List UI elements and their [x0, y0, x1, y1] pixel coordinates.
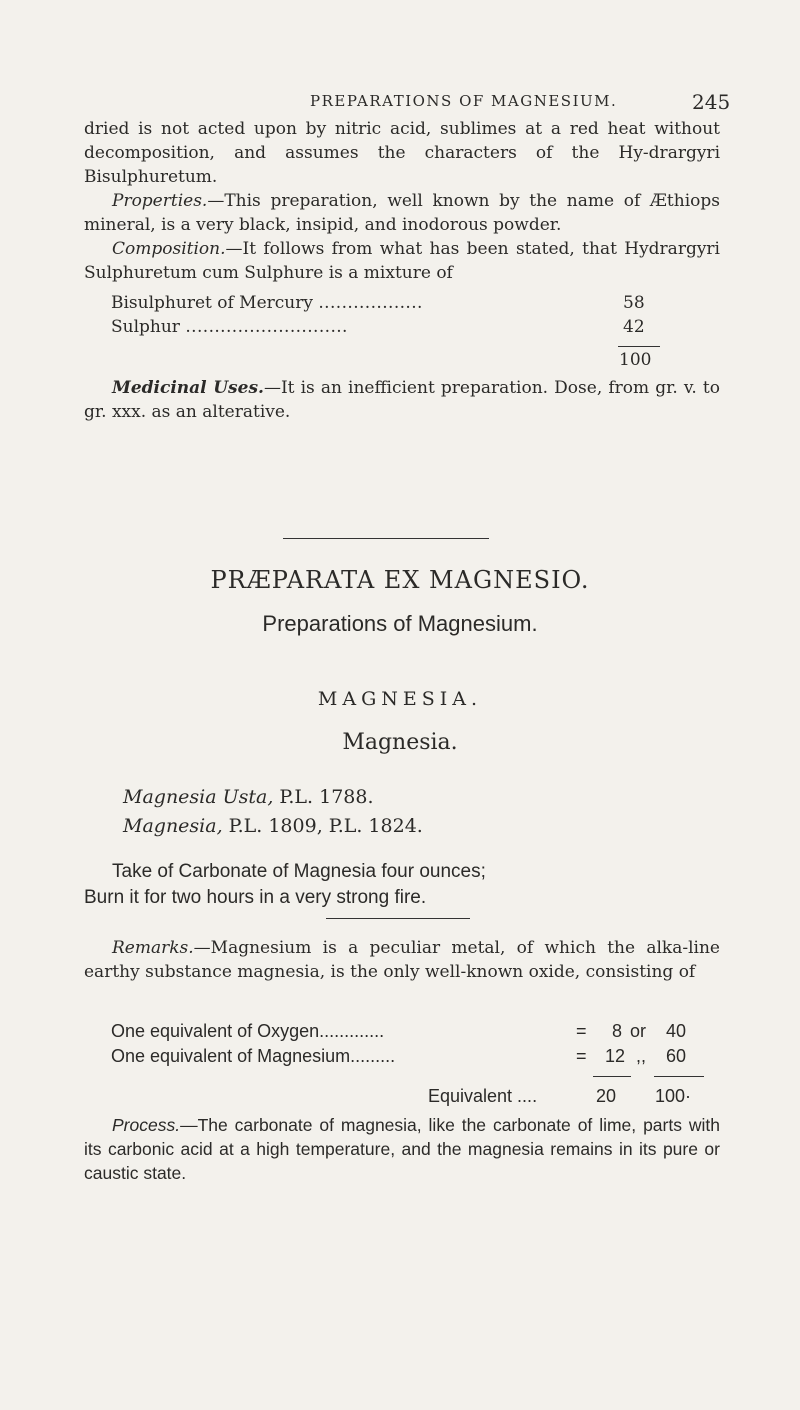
- equivalent-row: One equivalent of Magnesium.........: [111, 1046, 396, 1066]
- composition-text: —It follows from what has been stated, that Hydrargyri Sulphuretum cum Sulphure is a mixture of: [84, 239, 720, 283]
- sum-rule: [593, 1076, 631, 1077]
- composition-total: 100: [619, 350, 652, 370]
- synonym-ref: P.L. 1788.: [273, 786, 374, 808]
- recipe-line: Take of Carbonate of Magnesia four ounces;: [112, 861, 486, 882]
- remarks-label: Remarks.: [112, 938, 194, 958]
- article-title-english: Magnesia.: [342, 730, 458, 755]
- process-label: Process.: [112, 1115, 181, 1135]
- section-title-latin: PRÆPARATA EX MAGNESIO.: [210, 566, 590, 594]
- properties-text: —This preparation, well known by the name of Æthiops mineral, is a very black, insipid, and inodorous powder.: [84, 191, 720, 235]
- synonym-name: Magnesia,: [123, 815, 223, 837]
- equivalent-total-label: Equivalent ....: [428, 1086, 538, 1106]
- process-paragraph: [84, 1113, 720, 1185]
- equivalent-sep: or: [630, 1021, 647, 1041]
- page-number: 245: [692, 90, 731, 114]
- intro-paragraph: dried is not acted upon by nitric acid, sublimes at a red heat without decomposition, and assumes the characters of the Hy-drargyri Bisulphuretum.: [84, 119, 720, 187]
- composition-row: Sulphur ............................ 42: [111, 317, 645, 337]
- equivalent-total-v1: 20: [596, 1086, 617, 1106]
- article-title-latin: MAGNESIA.: [317, 688, 483, 710]
- equivalent-total-v2: 100·: [655, 1086, 692, 1106]
- equivalent-eq: =: [576, 1021, 587, 1041]
- synonym-ref: P.L. 1809, P.L. 1824.: [222, 815, 423, 837]
- composition-row: Bisulphuret of Mercury .................. 58: [111, 293, 645, 313]
- synonym-name: Magnesia Usta,: [123, 786, 274, 808]
- equivalent-sep: ,,: [636, 1046, 647, 1066]
- section-title-english: Preparations of Magnesium.: [262, 611, 538, 636]
- equivalent-v1: 8: [612, 1021, 623, 1041]
- medicinal-text: —It is an inefficient preparation. Dose, from gr. v. to gr. xxx. as an alterative.: [84, 378, 720, 422]
- equivalent-row: One equivalent of Oxygen.............: [111, 1021, 385, 1041]
- composition-label: Composition.: [112, 239, 226, 259]
- sum-rule: [654, 1076, 704, 1077]
- medicinal-label: Medicinal Uses.: [112, 378, 264, 398]
- running-head-title: PREPARATIONS OF MAGNESIUM.: [310, 92, 618, 110]
- properties-label: Properties.: [112, 191, 208, 211]
- recipe-line: Burn it for two hours in a very strong fire.: [84, 887, 427, 908]
- equivalent-eq: =: [576, 1046, 587, 1066]
- remarks-text: —Magnesium is a peculiar metal, of which the alka-line earthy substance magnesia, is the only well-known oxide, consisting of: [84, 938, 720, 982]
- equivalent-v2: 60: [666, 1046, 687, 1066]
- equivalent-v1: 12: [605, 1046, 626, 1066]
- equivalent-v2: 40: [666, 1021, 687, 1041]
- process-text: —The carbonate of magnesia, like the carbonate of lime, parts with its carbonic acid at a high temperature, and the magnesia remains in its pure or caustic state.: [84, 1115, 720, 1183]
